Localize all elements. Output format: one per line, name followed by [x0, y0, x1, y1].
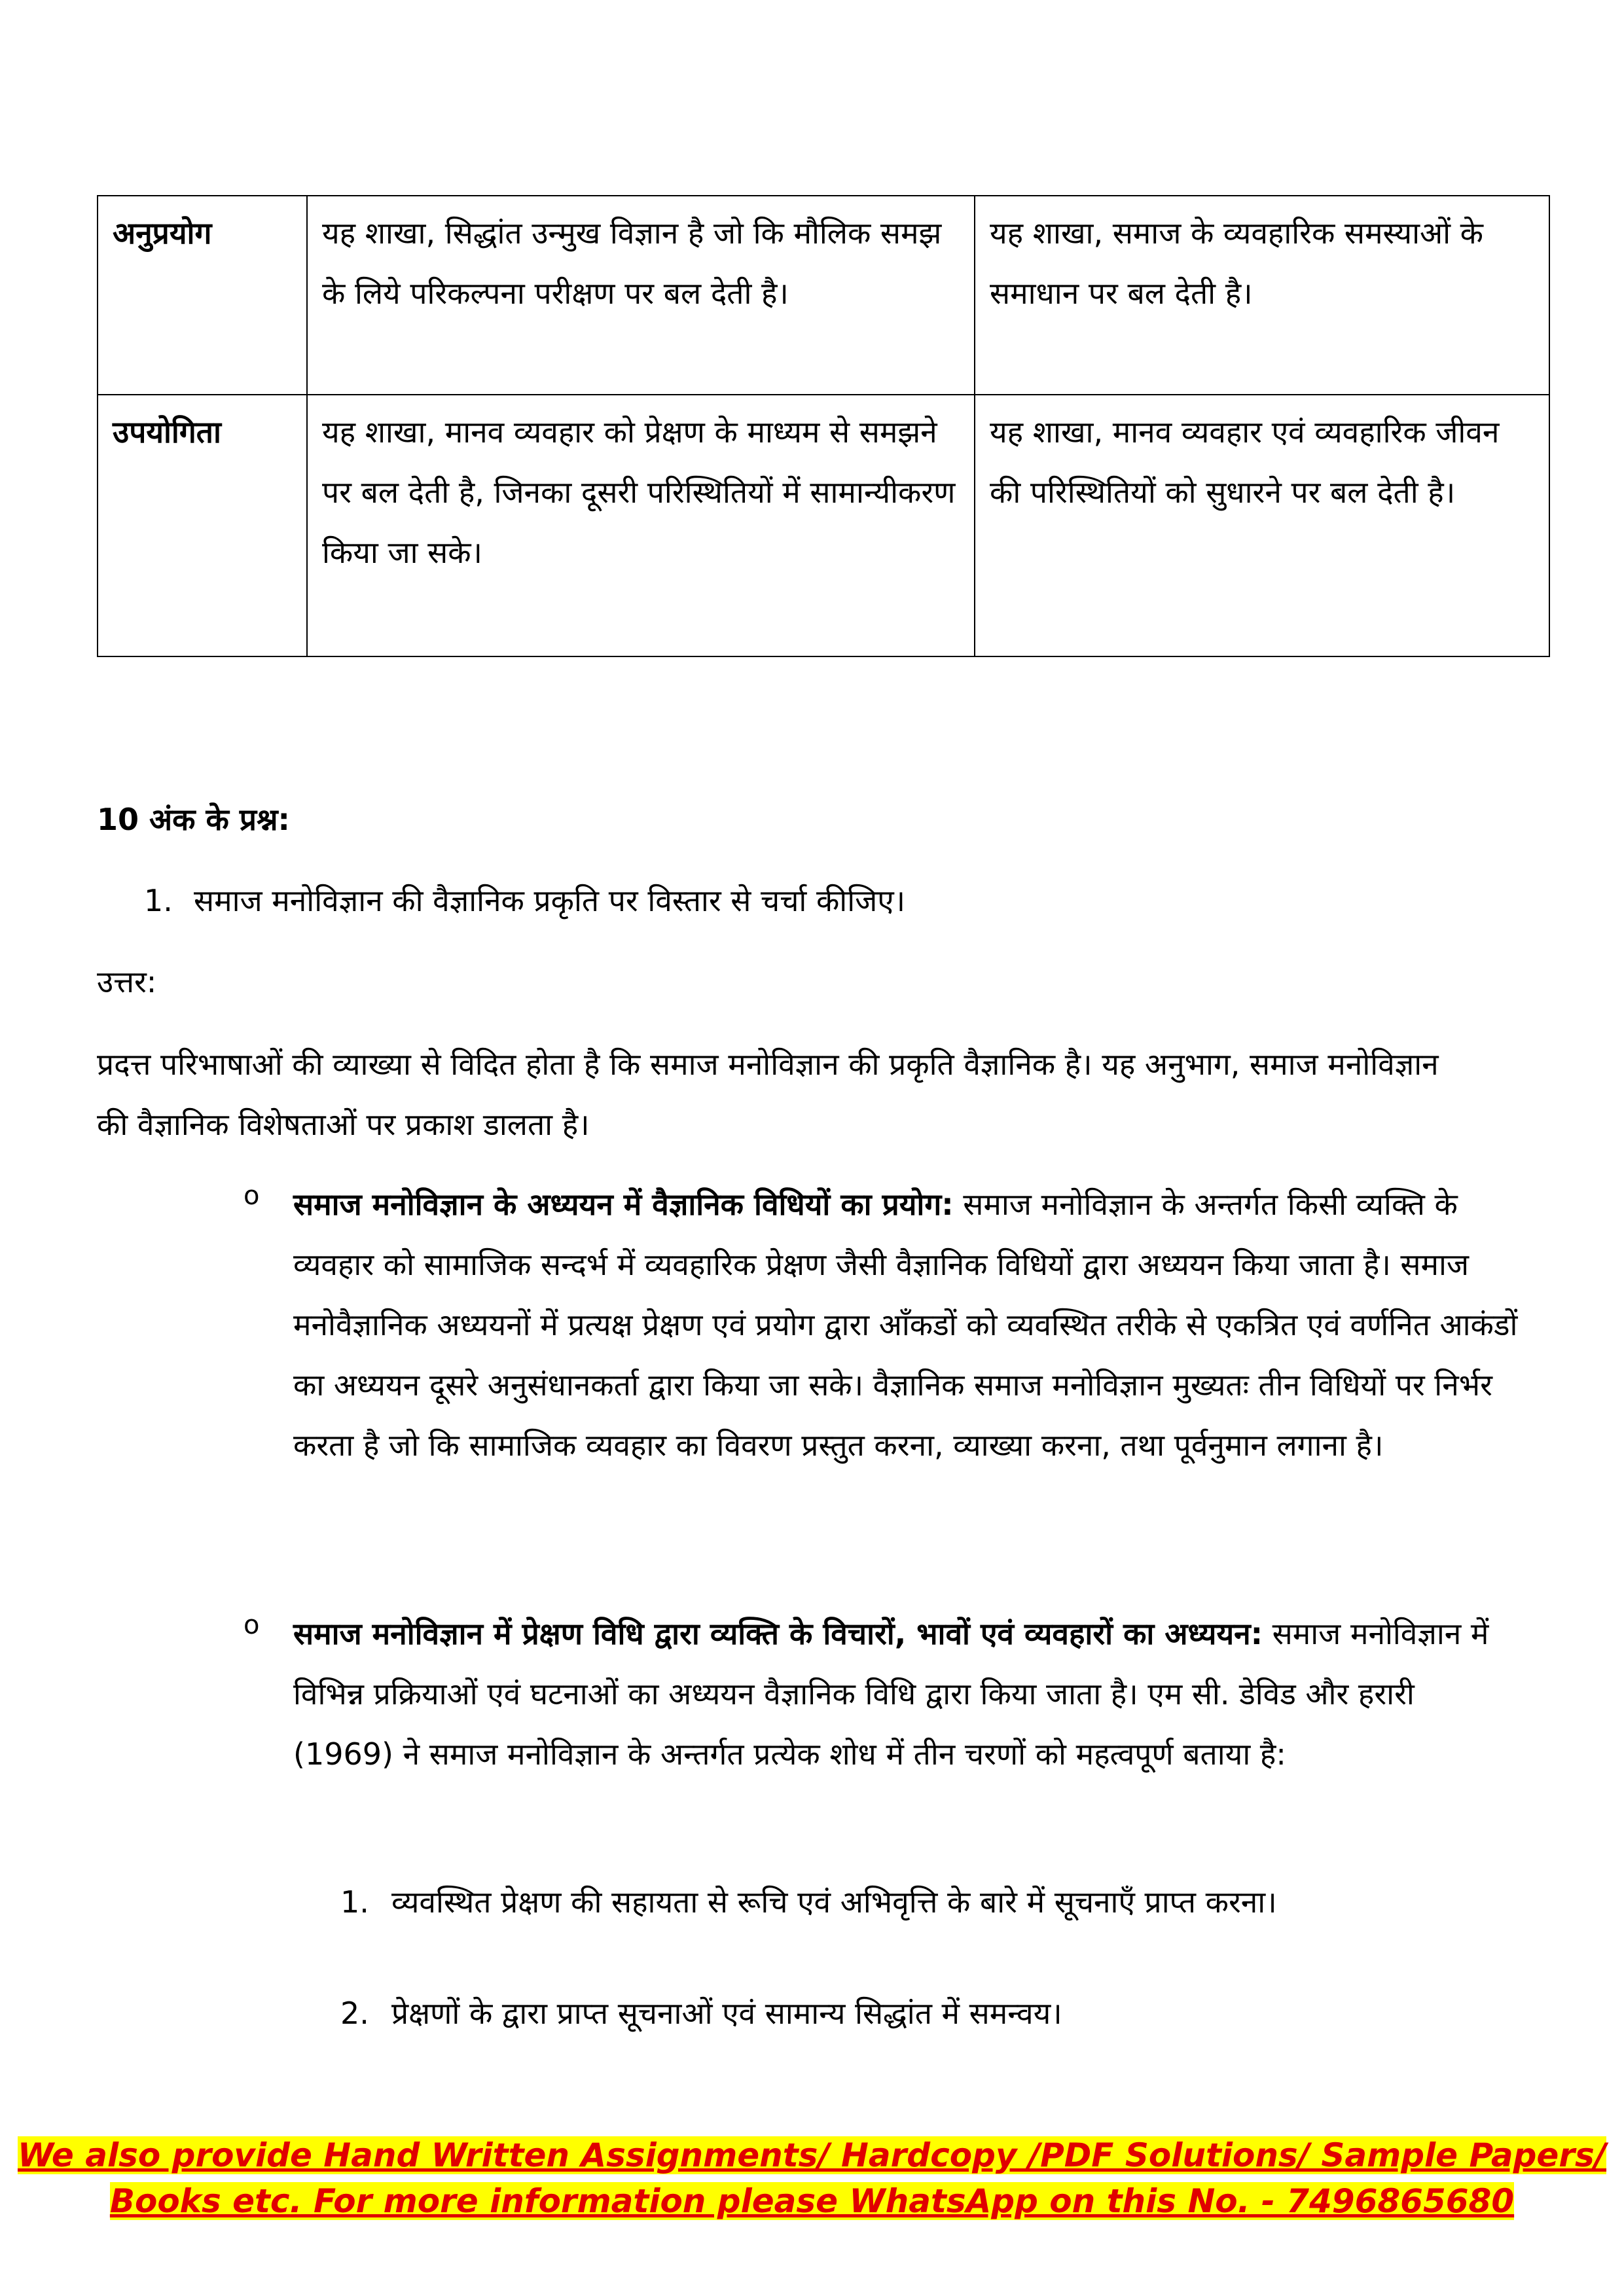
question-number: 1.	[144, 883, 173, 918]
answer-label: उत्तर:	[97, 964, 157, 999]
table-cell: यह शाखा, मानव व्यवहार एवं व्यवहारिक जीवन की परिस्थितियों को सुधारने पर बल देती है।	[975, 395, 1549, 656]
bullet-title: समाज मनोविज्ञान में प्रेक्षण विधि द्वारा व्यक्ति के विचारों, भावों एवं व्यवहारों का अध्ययन:	[293, 1616, 1263, 1651]
table-row	[98, 395, 1549, 656]
bullet-text: समाज मनोविज्ञान में विभिन्न प्रक्रियाओं एवं घटनाओं का अध्ययन वैज्ञानिक विधि द्वारा किया जाता है। एम सी. डेविड और हरारी (1969) ने समाज मनोविज्ञान के अन्तर्गत प्रत्येक शोध में तीन चरणों को महत्वपूर्ण बताया है:	[293, 1616, 1489, 1772]
step-number: 1.	[340, 1884, 369, 1920]
table-row	[98, 196, 1549, 395]
row-heading: अनुप्रयोग	[98, 196, 307, 395]
row-heading: उपयोगिता	[98, 395, 307, 656]
bullet-paragraph	[293, 1604, 1524, 1784]
bullet-paragraph	[293, 1174, 1524, 1475]
bullet-marker: o	[244, 1181, 260, 1211]
bullet-marker: o	[244, 1610, 260, 1640]
footer-line: We also provide Hand Written Assignments/ Hardcopy /PDF Solutions/ Sample Papers/	[17, 2136, 1607, 2174]
table-cell: यह शाखा, मानव व्यवहार को प्रेक्षण के माध्यम से समझने पर बल देती है, जिनका दूसरी परिस्थितियों में सामान्यीकरण किया जा सके।	[307, 395, 975, 656]
bullet-title: समाज मनोविज्ञान के अध्ययन में वैज्ञानिक विधियों का प्रयोग:	[293, 1187, 954, 1222]
table-cell: यह शाखा, समाज के व्यवहारिक समस्याओं के समाधान पर बल देती है।	[975, 196, 1549, 395]
step-text: प्रेक्षणों के द्वारा प्राप्त सूचनाओं एवं सामान्य सिद्धांत में समन्वय।	[391, 1996, 1062, 2031]
step-text: व्यवस्थित प्रेक्षण की सहायता से रूचि एवं अभिवृत्ति के बारे में सूचनाएँ प्राप्त करना।	[391, 1884, 1277, 1920]
footer-notice	[0, 2132, 1624, 2224]
bullet-text: समाज मनोविज्ञान के अन्तर्गत किसी व्यक्ति के व्यवहार को सामाजिक सन्दर्भ में व्यवहारिक प्रेक्षण जैसी वैज्ञानिक विधियों द्वारा अध्ययन किया जाता है। समाज मनोवैज्ञानिक अध्ययनों में प्रत्यक्ष प्रेक्षण एवं प्रयोग द्वारा आँकडों को व्यवस्थित तरीके से एकत्रित एवं वर्णनित आकंडों का अध्ययन दूसरे अनुसंधानकर्ता द्वारा किया जा सके। वैज्ञानिक समाज मनोविज्ञान मुख्यतः तीन विधियों पर निर्भर करता है जो कि सामाजिक व्यवहार का विवरण प्रस्तुत करना, व्याख्या करना, तथा पूर्वनुमान लगाना है।	[293, 1187, 1518, 1463]
footer-line: Books etc. For more information please WhatsApp on this No. - 7496865680	[109, 2182, 1515, 2220]
section-heading: 10 अंक के प्रश्न:	[97, 802, 290, 837]
step-number: 2.	[340, 1996, 369, 2031]
table-cell: यह शाखा, सिद्धांत उन्मुख विज्ञान है जो कि मौलिक समझ के लिये परिकल्पना परीक्षण पर बल देती है।	[307, 196, 975, 395]
intro-paragraph: प्रदत्त परिभाषाओं की व्याख्या से विदित होता है कि समाज मनोविज्ञान की प्रकृति वैज्ञानिक है। यह अनुभाग, समाज मनोविज्ञान की वैज्ञानिक विशेषताओं पर प्रकाश डालता है।	[97, 1047, 1439, 1142]
question-text: समाज मनोविज्ञान की वैज्ञानिक प्रकृति पर विस्तार से चर्चा कीजिए।	[194, 883, 906, 918]
comparison-table	[97, 195, 1550, 657]
